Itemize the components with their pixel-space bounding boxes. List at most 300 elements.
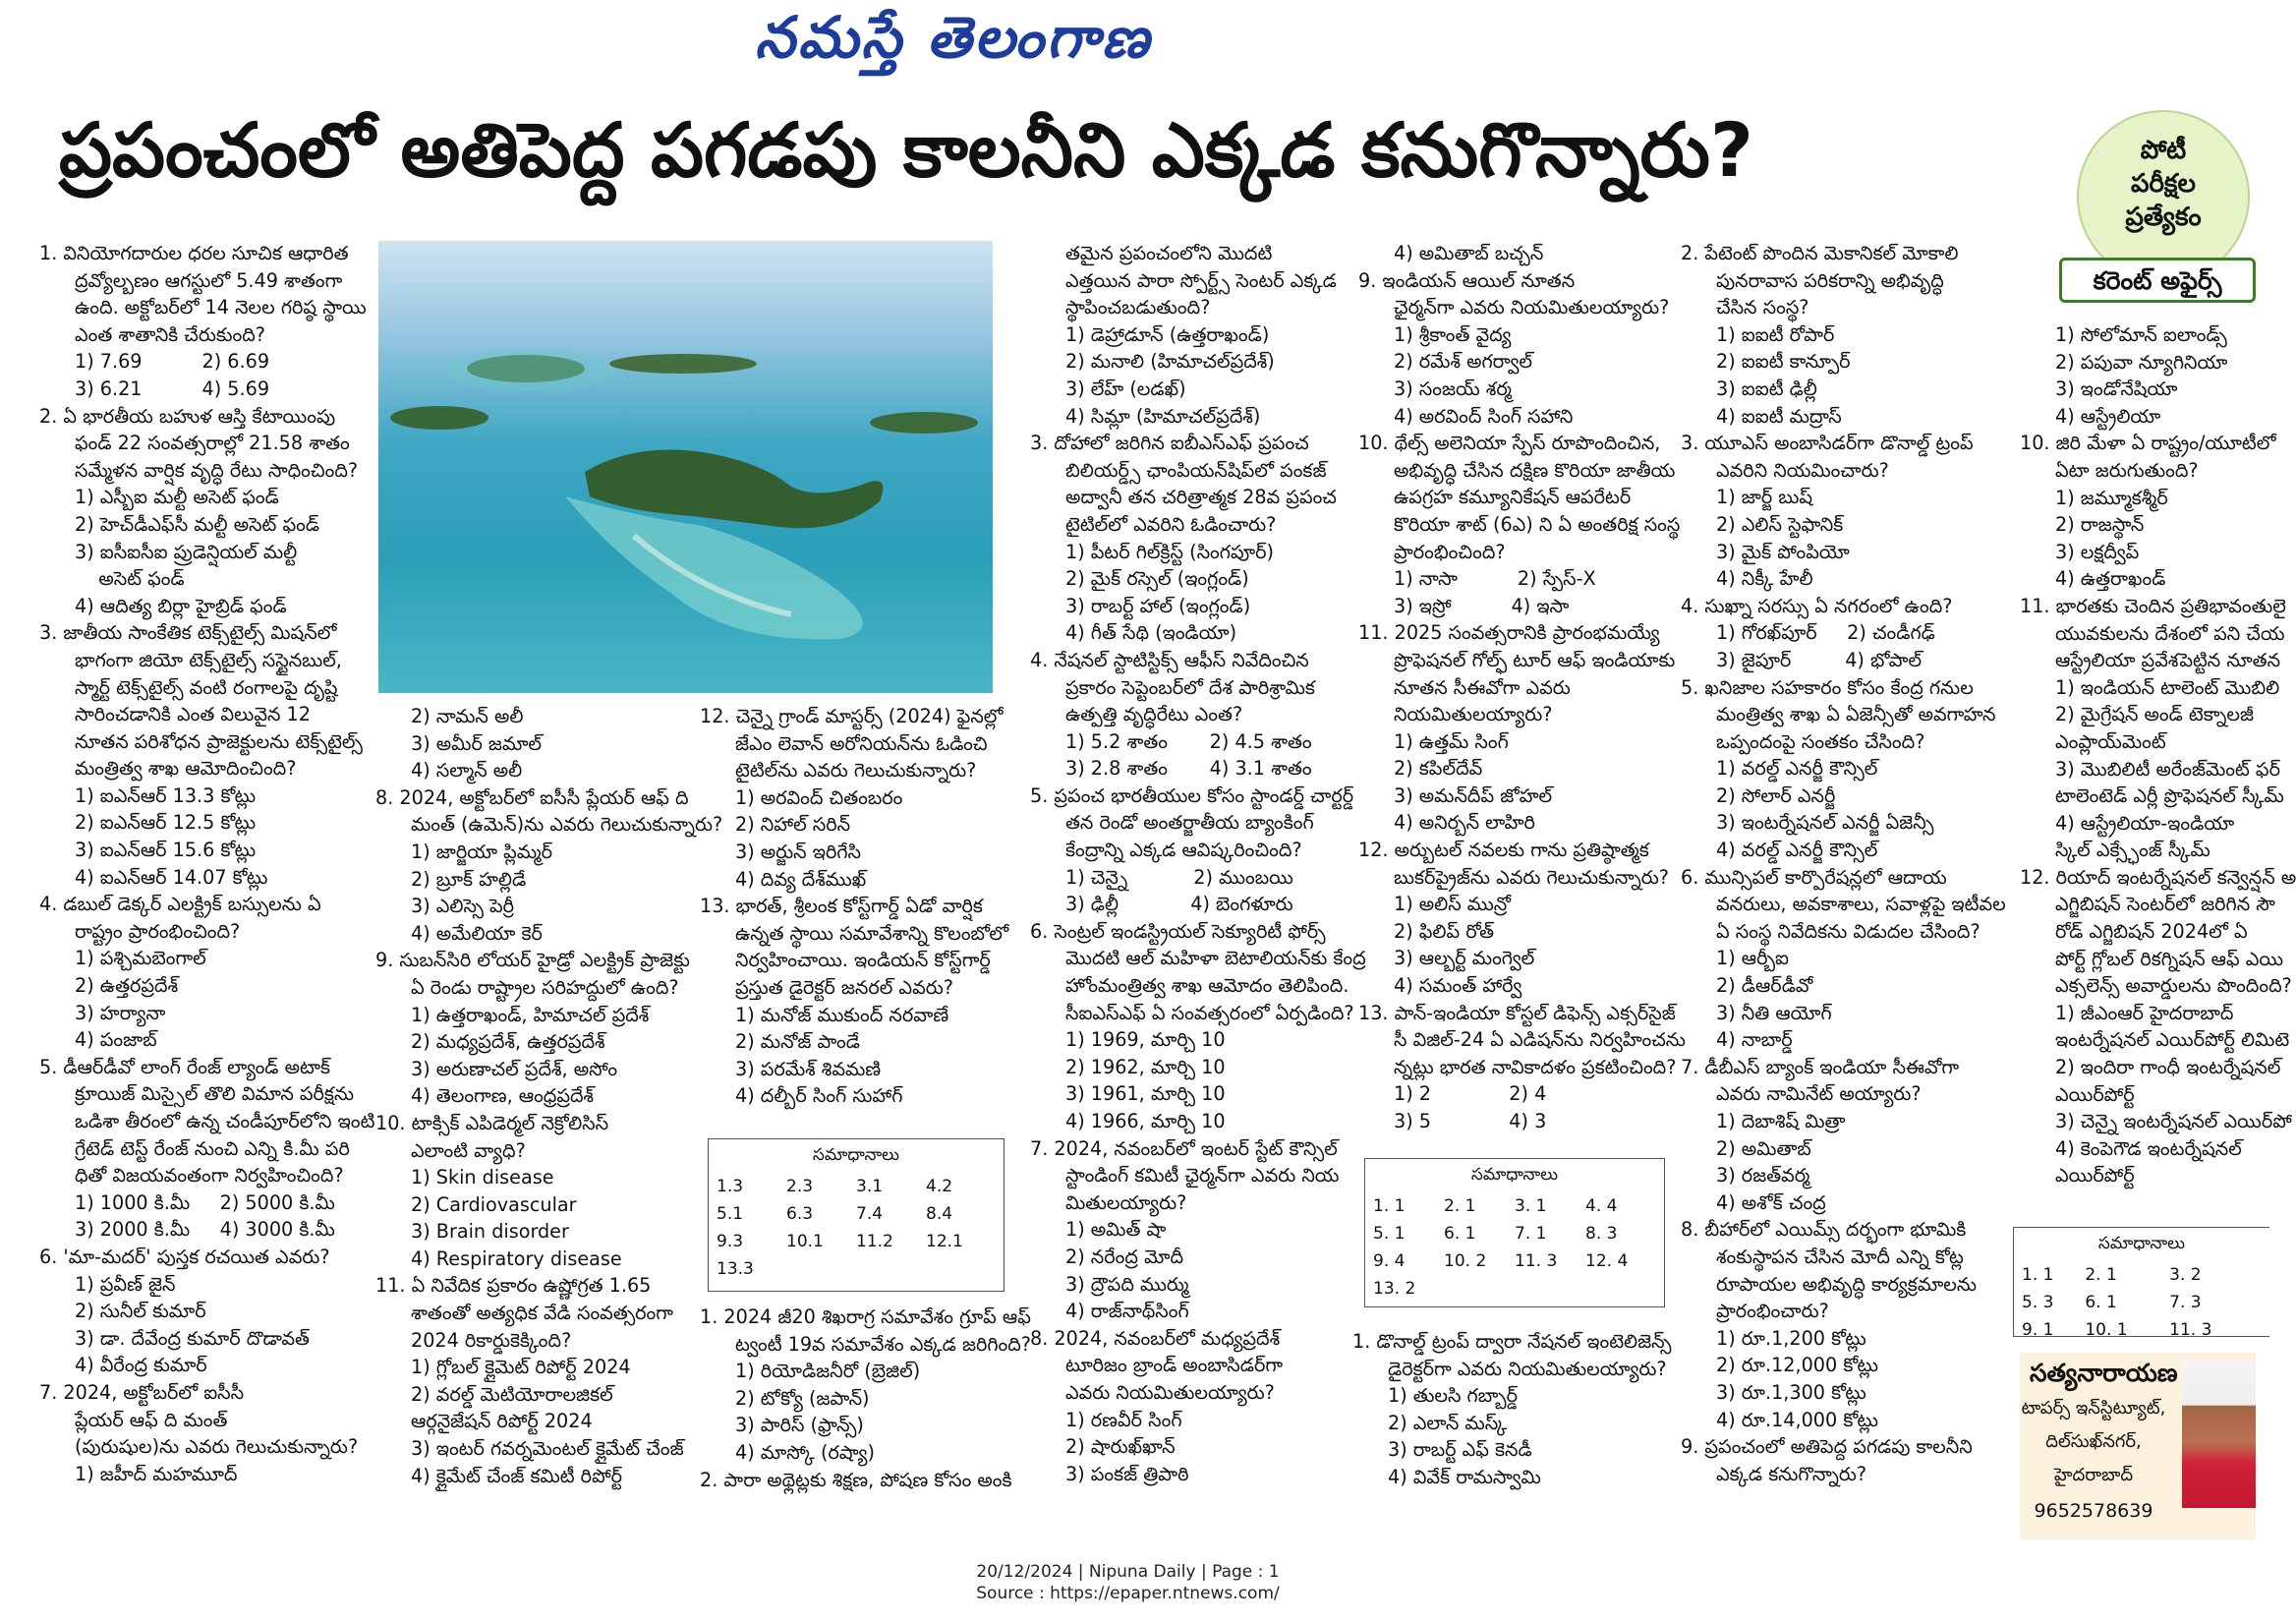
answer-cell: 13. 2 — [1373, 1279, 1416, 1299]
answer-cell: 8.4 — [926, 1204, 953, 1224]
answers-row — [1373, 1192, 1656, 1220]
text-line: ఉత్పత్తి వృద్ధిరేటు ఎంత? — [1065, 703, 1243, 726]
answers-table — [717, 1173, 996, 1283]
text-line: 3) మైక్ పోంపియో — [1716, 540, 1850, 563]
answer-cell: 6. 1 — [1444, 1224, 1476, 1244]
text-line: వనరులు, అవకాశాలు, సవాళ్లపై ఇటీవల — [1716, 893, 2006, 916]
text-line: 2. పేటెంట్ పొందిన మెకానికల్ మోకాలి — [1681, 242, 1959, 264]
text-line: 3) సంజయ్ శర్మ — [1394, 377, 1512, 400]
text-line: 7. డీబీఎస్ బ్యాంక్ ఇండియా సీఈవోగా — [1681, 1055, 1960, 1078]
text-line: 1. డొనాల్డ్ ట్రంప్ ద్వారా నేషనల్ ఇంటెలిజెన్స్ — [1352, 1330, 1672, 1353]
text-line: 4) సమంత్ హార్వే — [1394, 974, 1522, 998]
text-line: యువకులను దేశంలో పని చేయ — [2055, 621, 2285, 645]
text-line: అభివృద్ధి చేసిన దక్షిణ కొరియా జాతీయ — [1394, 458, 1676, 482]
text-line: 3) Brain disorder — [411, 1220, 569, 1244]
answer-cell: 2.3 — [786, 1177, 814, 1196]
answers-heading: సమాధానాలు — [812, 1145, 900, 1165]
text-line: 1) ఎస్బీఐ మల్టీ అసెట్ ఫండ్ — [75, 486, 279, 509]
text-line: ఉపగ్రహ కమ్యూనికేషన్ ఆపరేటర్ — [1394, 486, 1632, 509]
text-line: 4) కెంపెగౌడ ఇంటర్నేషనల్ — [2055, 1136, 2242, 1160]
text-line: టైటిల్‌ను ఎవరు గెలుచుకున్నారు? — [735, 759, 977, 783]
text-line: నూతన సీఈవోగా ఎవరు — [1394, 675, 1571, 699]
text-line: 1) నాసా 2) స్పేస్-X — [1394, 567, 1596, 591]
text-line: 2) 1962, మార్చి 10 — [1065, 1055, 1226, 1078]
text-line: 1) అలిస్ మున్రో — [1394, 893, 1511, 916]
text-line: 1) గ్లోబల్ క్లైమెట్ రిపోర్ట్ 2024 — [411, 1356, 631, 1379]
text-line: 3) లేహ్ (లడఖ్) — [1065, 377, 1186, 400]
text-line: ఛైర్మన్‌గా ఎవరు నియమితులయ్యారు? — [1394, 296, 1670, 319]
text-line: 3) ఇంటర్నేషనల్ ఎనర్జీ ఏజెన్సీ — [1716, 811, 1934, 835]
text-line: 3) రాబర్ట్ ఎఫ్ కెనడీ — [1388, 1438, 1532, 1462]
text-line: 2) బ్రూక్ హల్లిడే — [411, 867, 527, 891]
text-line: ప్రొఫెషనల్ గోల్ఫ్ టూర్ ఆఫ్ ఇండియాకు — [1394, 648, 1676, 671]
text-line: 2) మైగ్రేషన్ అండ్ టెక్నాలజీ — [2055, 703, 2255, 726]
text-line: ప్లేయర్ ఆఫ్ ది మంత్ — [75, 1408, 228, 1431]
badge-line-3: ప్రత్యేకం — [2125, 203, 2202, 232]
island-aerial-photo — [378, 241, 993, 693]
answer-cell — [1444, 1275, 1515, 1303]
answer-cell — [1585, 1275, 1656, 1303]
answer-cell: 10.1 — [786, 1232, 824, 1251]
text-line: 1) జార్జ్ బుష్ — [1716, 486, 1813, 509]
text-line: 3) అరుణాచల్ ప్రదేశ్, అసోం — [411, 1057, 618, 1080]
text-line: 4) ఐఐటీ మద్రాస్ — [1716, 404, 1842, 428]
text-line: 13. భారత్, శ్రీలంక కోస్ట్‌గార్డ్ ఏడో వార్షిక — [700, 895, 983, 918]
text-line: ఎత్తయిన పారా స్పోర్ట్స్ సెంటర్ ఎక్కడ — [1065, 268, 1337, 292]
text-line: ఎగ్జిబిషన్ సెంటర్‌లో జరిగిన సౌ — [2055, 893, 2275, 916]
answer-cell — [1515, 1275, 1585, 1303]
answer-cell: 7. 3 — [2169, 1293, 2202, 1312]
text-line: 12. చెన్నై గ్రాండ్ మాస్టర్స్ (2024) ఫైనల్లో — [700, 705, 1004, 727]
text-line: 1) ఉత్తరాఖండ్, హిమాచల్ ప్రదేశ్ — [411, 1003, 650, 1026]
text-line: డైరెక్టర్‌గా ఎవరు నియమితులయ్యారు? — [1388, 1357, 1667, 1380]
text-line: 3) అమన్‌దీప్ జోహల్ — [1394, 783, 1553, 807]
text-line: భాగంగా జియో టెక్స్‌టైల్స్ సస్టైనబుల్, — [75, 648, 342, 671]
answer-cell: 2. 1 — [1444, 1196, 1476, 1216]
text-line: 4. డబుల్ డెక్కర్ ఎలక్ట్రిక్ బస్సులను ఏ — [39, 893, 321, 916]
text-line: 4) నిక్కీ హేలీ — [1716, 567, 1813, 591]
text-line: ఎలాంటి వ్యాధి? — [411, 1138, 526, 1162]
text-line: మంత్రిత్వ శాఖ ఆమోదించింది? — [75, 757, 297, 781]
text-line: బిలియర్డ్స్ ఛాంపియన్‌షిప్‌లో పంకజ్ — [1065, 458, 1327, 482]
answer-cell: 3. 1 — [1515, 1196, 1547, 1216]
answer-cell: 11. 3 — [1515, 1251, 1558, 1271]
text-line: సారించడానికి ఎంత విలువైన 12 — [75, 703, 311, 726]
text-line: 1) జార్జియా ప్లిమ్మర్ — [411, 840, 553, 863]
text-line: ఎవరిని నియమించారు? — [1716, 458, 1889, 482]
text-line: క్రూయిజ్ మిస్సైల్ తొలి విమాన పరీక్షను — [75, 1082, 355, 1106]
text-line: ప్రారంభించారు? — [1716, 1300, 1829, 1323]
text-line: 2. పారా అథ్లెట్లకు శిక్షణ, పోషణ కోసం అంకి — [700, 1468, 1012, 1491]
answer-cell: 13.3 — [717, 1259, 754, 1279]
text-line: స్థాపించబడుతుంది? — [1065, 296, 1211, 319]
text-line: 12. రియాద్ ఇంటర్నేషనల్ కన్వెన్షన్ అ — [2020, 865, 2296, 889]
text-line: మంత్రిత్వ శాఖ ఏ ఏజెన్సీతో అవగాహన — [1716, 703, 1996, 726]
text-line: 1) అమిత్ షా — [1065, 1218, 1167, 1242]
text-line: న్నట్లు భారత నావికాదళం ప్రకటించింది? — [1394, 1055, 1677, 1078]
text-line: 3) ఐఎన్ఆర్ 15.6 కోట్లు — [75, 839, 257, 862]
masthead-logo: నమస్తే తెలంగాణ — [755, 4, 1152, 71]
text-line: 2) Cardiovascular — [411, 1192, 577, 1216]
text-line: 4) గీత్ సేథి (ఇండియా) — [1065, 621, 1237, 645]
column-3-bottom — [700, 1304, 1034, 1493]
text-line: సమ్మేళన వార్షిక వృద్ధి రేటు సాధించింది? — [75, 458, 359, 482]
text-line: 9. సుబన్‌సిరి లోయర్ హైడ్రో ఎలక్ట్రిక్ ప్రాజెక్టు — [375, 949, 690, 972]
text-line: 4) అనిర్బన్ లాహిరి — [1394, 811, 1535, 835]
column-1 — [39, 240, 375, 1487]
text-line: 1) రణవీర్ సింగ్ — [1065, 1408, 1182, 1431]
text-line: 5. ప్రపంచ భారతీయుల కోసం స్టాండర్డ్ చార్టర్డ్ — [1030, 783, 1354, 807]
text-line: 4) తెలంగాణ, ఆంధ్రప్రదేశ్ — [411, 1084, 595, 1108]
text-line: 3) రాబర్ట్ హాల్ (ఇంగ్లండ్) — [1065, 594, 1251, 617]
text-line: నియమితులయ్యారు? — [1394, 703, 1553, 726]
text-line: 4) సిమ్లా (హిమాచల్‌ప్రదేశ్) — [1065, 404, 1261, 428]
text-line: 2) ఐఎన్ఆర్ 12.5 కోట్లు — [75, 811, 257, 835]
text-line: 4) మాస్కో (రష్యా) — [735, 1440, 875, 1464]
text-line: 1) 5.2 శాతం 2) 4.5 శాతం — [1065, 729, 1312, 753]
text-line: 3) 6.21 4) 5.69 — [75, 377, 270, 400]
text-line: ఉన్నత స్థాయి సమావేశాన్ని కొలంబోలో — [735, 921, 1009, 945]
text-line: 3) మొబిలిటీ అరేంజ్‌మెంట్ ఫర్ — [2055, 757, 2280, 781]
answer-cell: 8. 3 — [1585, 1224, 1618, 1244]
answers-box-2 — [1364, 1158, 1665, 1307]
text-line: 1) చెన్నై 2) ముంబయి — [1065, 865, 1293, 889]
text-line: ఏ రెండు రాష్ట్రాల సరిహద్దులో ఉంది? — [411, 975, 679, 999]
answer-cell: 10. 1 — [2085, 1320, 2128, 1340]
text-line: 2) ఐఐటీ కాన్పూర్ — [1716, 350, 1851, 374]
text-line: 4) వివేక్ రామస్వామి — [1388, 1465, 1541, 1488]
text-line: 2) టోక్యో (జపాన్) — [735, 1386, 870, 1410]
text-line: ట్వంటీ 19వ సమావేశం ఎక్కడ జరిగింది? — [735, 1332, 1031, 1356]
text-line: 4) రాజ్‌నాథ్‌సింగ్ — [1065, 1300, 1189, 1323]
text-line: 4) ఉత్తరాఖండ్ — [2055, 567, 2166, 591]
text-line: 3) ఐసీఐసీఐ ప్రుడెన్షియల్ మల్టీ — [75, 540, 298, 563]
text-line: టూరిజం బ్రాండ్ అంబాసిడర్‌గా — [1065, 1354, 1284, 1377]
answers-row — [2022, 1261, 2254, 1289]
text-line: 4. సుఖ్నా సరస్సు ఏ నగరంలో ఉంది? — [1681, 594, 1953, 617]
text-line: 2) మధ్యప్రదేశ్, ఉత్తరప్రదేశ్ — [411, 1030, 605, 1054]
text-line: 3) 1961, మార్చి 10 — [1065, 1082, 1226, 1106]
answer-cell: 11. 3 — [2169, 1320, 2212, 1340]
text-line: స్టాండింగ్ కమిటీ ఛైర్మన్‌గా ఎవరు నియ — [1065, 1164, 1340, 1188]
text-line: 11. 2025 సంవత్సరానికి ప్రారంభమయ్యే — [1358, 621, 1660, 645]
text-line: నిర్వహించాయి. ఇండియన్ కోస్ట్‌గార్డ్ — [735, 949, 991, 972]
author-institute: టాపర్స్ ఇన్‌స్టిట్యూట్, — [2021, 1398, 2166, 1419]
text-line: టైటిల్‌లో ఎవరిని ఓడించారు? — [1065, 512, 1277, 536]
text-line: 3) హర్యానా — [75, 1001, 166, 1024]
text-line: 11. ఏ నివేదిక ప్రకారం ఉష్ణోగ్రత 1.65 — [375, 1274, 652, 1298]
text-line: 4. నేషనల్ స్టాటిస్టిక్స్ ఆఫీస్ నివేదించిన — [1030, 648, 1309, 671]
text-line: 4) ఆదిత్య బిర్లా హైబ్రిడ్ ఫండ్ — [75, 594, 287, 617]
answer-cell — [926, 1255, 996, 1283]
text-line: 1. వినియోగదారుల ధరల సూచిక ఆధారిత — [39, 242, 349, 264]
text-line: 1) పీటర్ గిల్‌క్రిస్ట్ (సింగపూర్) — [1065, 540, 1274, 563]
text-line: 2) నామన్ అలీ — [411, 705, 524, 727]
answers-box-3 — [2013, 1227, 2269, 1340]
text-line: 3) ఢిల్లీ 4) బెంగళూరు — [1065, 893, 1293, 916]
badge-line-2: పరీక్షల — [2131, 169, 2196, 199]
text-line: స్కిల్ ఎక్స్ఛేంజ్ స్కీమ్ — [2055, 839, 2210, 862]
text-line: 1) జహీద్ మహమూద్ — [75, 1462, 238, 1485]
text-line: 11. భారతకు చెందిన ప్రతిభావంతులై — [2020, 594, 2286, 617]
text-line: 1) 7.69 2) 6.69 — [75, 350, 270, 374]
text-line: 1) డెహ్రాడూన్ (ఉత్తరాఖండ్) — [1065, 322, 1270, 346]
text-line: మితులయ్యారు? — [1065, 1190, 1187, 1214]
text-line: 3) 5 4) 3 — [1394, 1110, 1547, 1132]
answer-cell: 5. 1 — [1373, 1224, 1406, 1244]
text-line: రూపాయల అభివృద్ధి కార్యక్రమాలను — [1716, 1272, 1977, 1296]
answer-cell: 9. 1 — [2022, 1320, 2054, 1340]
text-line: 8. 2024, నవంబర్‌లో మధ్యప్రదేశ్ — [1030, 1326, 1281, 1350]
text-line: 3) రజత్‌వర్మ — [1716, 1164, 1810, 1188]
text-line: 4) ఆస్ట్రేలియా-ఇండియా — [2055, 811, 2235, 835]
text-line: తన రెండో అంతర్జాతీయ బ్యాంకింగ్ — [1065, 811, 1314, 835]
text-line: గ్రేటెడ్ టెస్ట్ రేంజ్ నుంచి ఎన్ని కి.మీ పరి — [75, 1136, 350, 1160]
text-line: 1) Skin disease — [411, 1166, 554, 1189]
text-line: 6. సెంట్రల్ ఇండస్ట్రియల్ సెక్యూరిటీ ఫోర్స్ — [1030, 919, 1326, 943]
answer-cell: 12.1 — [926, 1232, 963, 1251]
text-line: టాలెంటెడ్ ఎర్లీ ప్రొఫెషనల్ స్కీమ్ — [2055, 784, 2284, 808]
text-line: అద్వానీ తన చరిత్రాత్మక 28వ ప్రపంచ — [1065, 486, 1337, 509]
text-line: 4) వరల్డ్ ఎనర్జీ కౌన్సిల్ — [1716, 839, 1878, 862]
text-line: ఎంత శాతానికి చేరుకుంది? — [75, 322, 265, 346]
answers-row — [717, 1200, 996, 1228]
text-line: నూతన పరిశోధన ప్రాజెక్టులను టెక్స్‌టైల్స్ — [75, 729, 363, 753]
text-line: 2) సునీల్ కుమార్ — [75, 1300, 206, 1323]
text-line: 4) 1966, మార్చి 10 — [1065, 1110, 1226, 1132]
text-line: సీ విజిల్-24 ఏ ఎడిషన్‌ను నిర్వహించను — [1394, 1028, 1686, 1052]
text-line: 2) అమితాబ్ — [1716, 1136, 1811, 1160]
text-line: శంకుస్థాపన చేసిన మోదీ ఎన్ని కోట్ల — [1716, 1245, 1964, 1268]
text-line: 10. జిరి మేళా ఏ రాష్ట్రం/యూటీలో — [2020, 432, 2276, 455]
answer-cell — [786, 1255, 856, 1283]
text-line: 9. ప్రపంచంలో అతిపెద్ద పగడపు కాలనీని — [1681, 1435, 1973, 1459]
text-line: 1) 1969, మార్చి 10 — [1065, 1028, 1226, 1052]
text-line: 3) నీతి ఆయోగ్ — [1716, 1001, 1832, 1024]
text-line: 13. పాన్-ఇండియా కోస్టల్ డిఫెన్స్ ఎక్సర్‌సైజ్ — [1358, 1001, 1676, 1024]
text-line: 9. ఇండియన్ ఆయిల్ నూతన — [1358, 268, 1576, 292]
answer-cell: 7.4 — [856, 1204, 884, 1224]
text-line: 3) 2000 కి.మీ 4) 3000 కి.మీ — [75, 1218, 335, 1242]
text-line: 1) రియోడిజనీరో (బ్రెజిల్) — [735, 1360, 921, 1383]
text-line: ఎయిర్‌పోర్ట్ — [2055, 1164, 2135, 1188]
text-line: 3) ఎలిస్సె పెర్రీ — [411, 895, 515, 918]
text-line: 3) జైపూర్ 4) భోపాల్ — [1716, 648, 1923, 671]
text-line: 1. 2024 జీ20 శిఖరాగ్ర సమావేశం గ్రూప్ ఆఫ్ — [700, 1305, 1031, 1328]
text-line: కొరియా శాట్ (6ఎ) ని ఏ అంతరిక్ష సంస్థ — [1394, 512, 1681, 536]
column-4 — [1030, 240, 1366, 1487]
answer-cell: 3. 2 — [2169, 1265, 2202, 1285]
text-line: 4) అరవింద్ సింగ్ సహాని — [1394, 404, 1574, 428]
text-line: ఎక్కడ కనుగొన్నారు? — [1716, 1462, 1867, 1485]
answers-heading: సమాధానాలు — [2097, 1234, 2186, 1253]
text-line: 3) లక్షద్వీప్ — [2055, 540, 2140, 563]
page-headline: ప్రపంచంలో అతిపెద్ద పగడపు కాలనీని ఎక్కడ కనుగొన్నారు? — [59, 106, 1753, 194]
text-line: ఒడిశా తీరంలో ఉన్న చండీపూర్‌లోని ఇంటి — [75, 1110, 375, 1132]
text-line: 3) ఆల్బర్ట్ మంగ్వెల్ — [1394, 947, 1535, 970]
text-line: ద్రవ్యోల్బణం ఆగస్టులో 5.49 శాతంగా — [75, 268, 343, 292]
answer-cell: 6. 1 — [2085, 1293, 2117, 1312]
text-line: పునరావాస పరికరాన్ని అభివృద్ధి — [1716, 268, 1944, 292]
special-badge — [2059, 110, 2256, 302]
text-line: 7. 2024, నవంబర్‌లో ఇంటర్ స్టేట్ కౌన్సిల్ — [1030, 1136, 1338, 1160]
text-line: శాతంతో అత్యధిక వేడి సంవత్సరంగా — [411, 1302, 673, 1325]
text-line: 1) సోలోమాన్ ఐలాండ్స్ — [2055, 323, 2227, 346]
text-line: 4) అశోక్ చంద్ర — [1716, 1190, 1826, 1214]
answer-cell: 7. 1 — [1515, 1224, 1547, 1244]
text-line: సీఐఎస్ఎఫ్ ఏ సంవత్సరంలో ఏర్పడింది? — [1065, 1001, 1354, 1024]
text-line: 2) రమేశ్ అగర్వాల్ — [1394, 350, 1533, 374]
footer-date-line: 20/12/2024 | Nipuna Daily | Page : 1 — [976, 1562, 1280, 1582]
author-photo — [2182, 1361, 2256, 1508]
footer-source-line: Source : https://epaper.ntnews.com/ — [976, 1584, 1280, 1603]
text-line: కేంద్రాన్ని ఎక్కడ ఆవిష్కరించింది? — [1065, 839, 1302, 862]
text-line: (పురుషుల)ను ఎవరు గెలుచుకున్నారు? — [75, 1435, 359, 1459]
author-name: సత్యనారాయణ — [2030, 1359, 2178, 1387]
text-line: 4) ఐఎన్ఆర్ 14.07 కోట్లు — [75, 865, 268, 889]
text-line: మంత్ (ఉమెన్)ను ఎవరు గెలుచుకున్నారు? — [411, 813, 723, 837]
text-line: 2) హెచ్‌డీఎఫ్‌సీ మల్టీ అసెట్ ఫండ్ — [75, 512, 320, 536]
answers-table — [1373, 1192, 1656, 1303]
text-line: 12. అర్బుటల్ నవలకు గాను ప్రతిష్ఠాత్మక — [1358, 839, 1649, 862]
text-line: 3) పారిస్ (ఫ్రాన్స్) — [735, 1414, 864, 1437]
answer-cell: 10. 2 — [1444, 1251, 1487, 1271]
text-line: 3) అర్జున్ ఇరిగేసి — [735, 840, 861, 863]
text-line: 4) క్లైమేట్ చేంజ్ కమిటీ రిపోర్ట్ — [411, 1464, 622, 1487]
text-line: 4) అమేలియా కెర్ — [411, 921, 543, 945]
text-line: 6. మున్సిపల్ కార్పొరేషన్లలో ఆదాయ — [1681, 865, 1947, 889]
text-line: ఆర్గనైజేషన్ రిపోర్ట్ 2024 — [411, 1410, 593, 1433]
answer-cell: 6.3 — [786, 1204, 814, 1224]
text-line: 1) అరవింద్ చితంబరం — [735, 785, 903, 809]
text-line: 10. థేల్స్ అలెనియా స్పేస్ రూపొందించిన, — [1358, 432, 1661, 455]
text-line: తమైన ప్రపంచంలోని మొదటి — [1065, 242, 1273, 264]
text-line: 1) 1000 కి.మీ 2) 5000 కి.మీ — [75, 1190, 335, 1214]
column-5 — [1358, 240, 1686, 1135]
text-line: ఎక్సలెన్స్ అవార్డులను పొందింది? — [2055, 974, 2292, 998]
answer-cell: 9.3 — [717, 1232, 744, 1251]
text-line: చేసిన సంస్థ? — [1716, 296, 1809, 319]
text-line: 10. టాక్సిక్ ఎపిడెర్మల్ నెక్రోలిసిస్ — [375, 1111, 609, 1134]
text-line: 1) తులసి గబ్బార్డ్ — [1388, 1384, 1519, 1408]
answer-cell: 4. 4 — [1585, 1196, 1618, 1216]
text-line: ప్రారంభించింది? — [1394, 540, 1506, 563]
text-line: 3. దోహాలో జరిగిన ఐబీఎస్ఎఫ్ ప్రపంచ — [1030, 432, 1309, 455]
text-line: 2) మైక్ రస్సెల్ (ఇంగ్లండ్) — [1065, 567, 1249, 591]
answers-row — [717, 1228, 996, 1255]
text-line: హోంమంత్రిత్వ శాఖ ఆమోదం తెలిపింది. — [1065, 974, 1349, 998]
answers-table — [2022, 1261, 2254, 1344]
answer-cell: 4.2 — [926, 1177, 953, 1196]
answers-row — [2022, 1289, 2254, 1316]
answer-cell: 5. 3 — [2022, 1293, 2054, 1312]
text-line: 5. డీఆర్‌డీవో లాంగ్ రేంజ్ ల్యాండ్ అటాక్ — [39, 1055, 331, 1078]
text-line: 4) Respiratory disease — [411, 1246, 622, 1270]
text-line: 1) పశ్చిమబెంగాల్ — [75, 947, 206, 970]
text-line: 4) సల్మాన్ అలీ — [411, 759, 523, 783]
text-line: 1) ఆర్బీఐ — [1716, 947, 1790, 970]
column-7 — [2020, 321, 2296, 1189]
answer-cell: 3.1 — [856, 1177, 884, 1196]
text-line: ఎంప్లాయ్‌మెంట్ — [2055, 729, 2166, 753]
text-line: పోర్ట్ గ్లోబల్ రికగ్నిషన్ ఆఫ్ ఎయి — [2055, 947, 2284, 970]
text-line: ఎవరు నియమితులయ్యారు? — [1065, 1380, 1275, 1404]
text-line: 2. ఏ భారతీయ బహుళ ఆస్తి కేటాయింపు — [39, 404, 336, 428]
text-line: అసెట్ ఫండ్ — [75, 567, 185, 591]
text-line: 7. 2024, అక్టోబర్‌లో ఐసీసీ — [39, 1380, 245, 1404]
text-line: 3) ఇండోనేషియా — [2055, 377, 2178, 401]
text-line: 1) జీఎంఆర్ హైదరాబాద్ — [2055, 1001, 2234, 1024]
text-line: 1) శ్రీకాంత్ వైద్య — [1394, 322, 1512, 346]
text-line: 2) కపిల్‌దేవ్ — [1394, 757, 1483, 781]
text-line: ధితో విజయవంతంగా నిర్వహించింది? — [75, 1164, 344, 1188]
text-line: రోడ్ ఎగ్జిబిషన్ 2024లో ఏ — [2055, 920, 2248, 944]
text-line: 2) ఇందిరా గాంధీ ఇంటర్నేషనల్ — [2055, 1056, 2281, 1079]
page-footer — [0, 1561, 2256, 1604]
text-line: 4) దల్బీర్ సింగ్ సుహాగ్ — [735, 1084, 903, 1108]
text-line: 2) డీఆర్‌డీవో — [1716, 974, 1813, 998]
answers-heading: సమాధానాలు — [1470, 1165, 1559, 1185]
text-line: 2) రూ.12,000 కోట్లు — [1716, 1354, 1878, 1377]
text-line: ఏ సంస్థ నివేదికను విడుదల చేసింది? — [1716, 919, 1980, 943]
text-line: స్మార్ట్ టెక్స్‌టైల్స్ వంటి రంగాలపై దృష్టి — [75, 675, 338, 699]
text-line: 3) చెన్నై ఇంటర్నేషనల్ ఎయిర్‌పో — [2055, 1110, 2292, 1133]
text-line: 3) ఐఐటీ ఢిల్లీ — [1716, 377, 1817, 400]
text-line: ఆస్ట్రేలియా ప్రవేశపెట్టిన నూతన — [2055, 649, 2281, 672]
answer-cell: 2. 1 — [2085, 1265, 2117, 1285]
text-line: 4) వీరేంద్ర కుమార్ — [75, 1354, 207, 1377]
text-line: 3. యూఎస్ అంబాసిడర్‌గా డొనాల్డ్ ట్రంప్ — [1681, 432, 1974, 455]
text-line: 4) నాబార్డ్ — [1716, 1028, 1793, 1052]
answer-cell: 1. 1 — [1373, 1196, 1406, 1216]
text-line: ఇంటర్నేషనల్ ఎయిర్‌పోర్ట్ లిమిటె — [2055, 1028, 2290, 1052]
text-line: 2) పపువా న్యూగినియా — [2055, 350, 2228, 374]
text-line: 4) ఆస్ట్రేలియా — [2055, 404, 2161, 428]
text-line: 1) జమ్మూకశ్మీర్ — [2055, 486, 2168, 509]
text-line: 4) దివ్య దేశ్‌ముఖ్ — [735, 867, 867, 891]
text-line: 3) ద్రౌపది ముర్ము — [1065, 1272, 1189, 1296]
text-line: 2) మనాలి (హిమాచల్‌ప్రదేశ్) — [1065, 350, 1275, 374]
text-line: 6. 'మా-మదర్' పుస్తక రచయిత ఎవరు? — [39, 1245, 330, 1268]
text-line: 2) వరల్డ్ మెటియోరాలజికల్ — [411, 1382, 613, 1406]
text-line: ప్రకారం సెప్టెంబర్‌లో దేశ పారిశ్రామిక — [1065, 675, 1315, 699]
answers-row — [2022, 1316, 2254, 1344]
answer-cell — [856, 1255, 926, 1283]
text-line: 2) రాజస్థాన్ — [2055, 513, 2145, 537]
text-line: 3) ఇంటర్ గవర్నమెంటల్ క్లైమేట్ చేంజ్ — [411, 1437, 684, 1461]
answer-cell: 1.3 — [717, 1177, 744, 1196]
author-card — [2020, 1353, 2256, 1539]
text-line: 3. జాతీయ సాంకేతిక టెక్స్‌టైల్స్ మిషన్‌లో — [39, 621, 337, 645]
text-line: 3) అమీర్ జమాల్ — [411, 731, 543, 755]
answer-cell: 1. 1 — [2022, 1265, 2054, 1285]
text-line: 3) ఇస్రో 4) ఇసా — [1394, 594, 1570, 617]
text-line: ఒప్పందంపై సంతకం చేసింది? — [1716, 729, 1925, 753]
text-line: 1) మనోజ్ ముకుంద్ నరవాణే — [735, 1003, 949, 1026]
text-line: 1) వరల్డ్ ఎనర్జీ కౌన్సిల్ — [1716, 757, 1878, 781]
answers-row — [1373, 1220, 1656, 1247]
answers-row — [717, 1255, 996, 1283]
badge-tag: కరెంట్ అఫైర్స్ — [2059, 258, 2256, 303]
badge-line-1: పోటీ — [2140, 136, 2187, 165]
text-line: 2) ఎలిస్ స్టెఫానిక్ — [1716, 512, 1844, 536]
column-5-bottom — [1352, 1328, 1687, 1491]
text-line: 1) గోరఖ్‌పూర్ 2) చండీగఢ్ — [1716, 621, 1935, 645]
text-line: 1) ఐఎన్ఆర్ 13.3 కోట్లు — [75, 783, 257, 807]
text-line: 1) ఉత్తమ్ సింగ్ — [1394, 729, 1509, 753]
text-line: 8. బీహార్‌లో ఎయిమ్స్ దర్భంగా భూమికి — [1681, 1218, 1967, 1242]
column-6 — [1681, 240, 2015, 1487]
